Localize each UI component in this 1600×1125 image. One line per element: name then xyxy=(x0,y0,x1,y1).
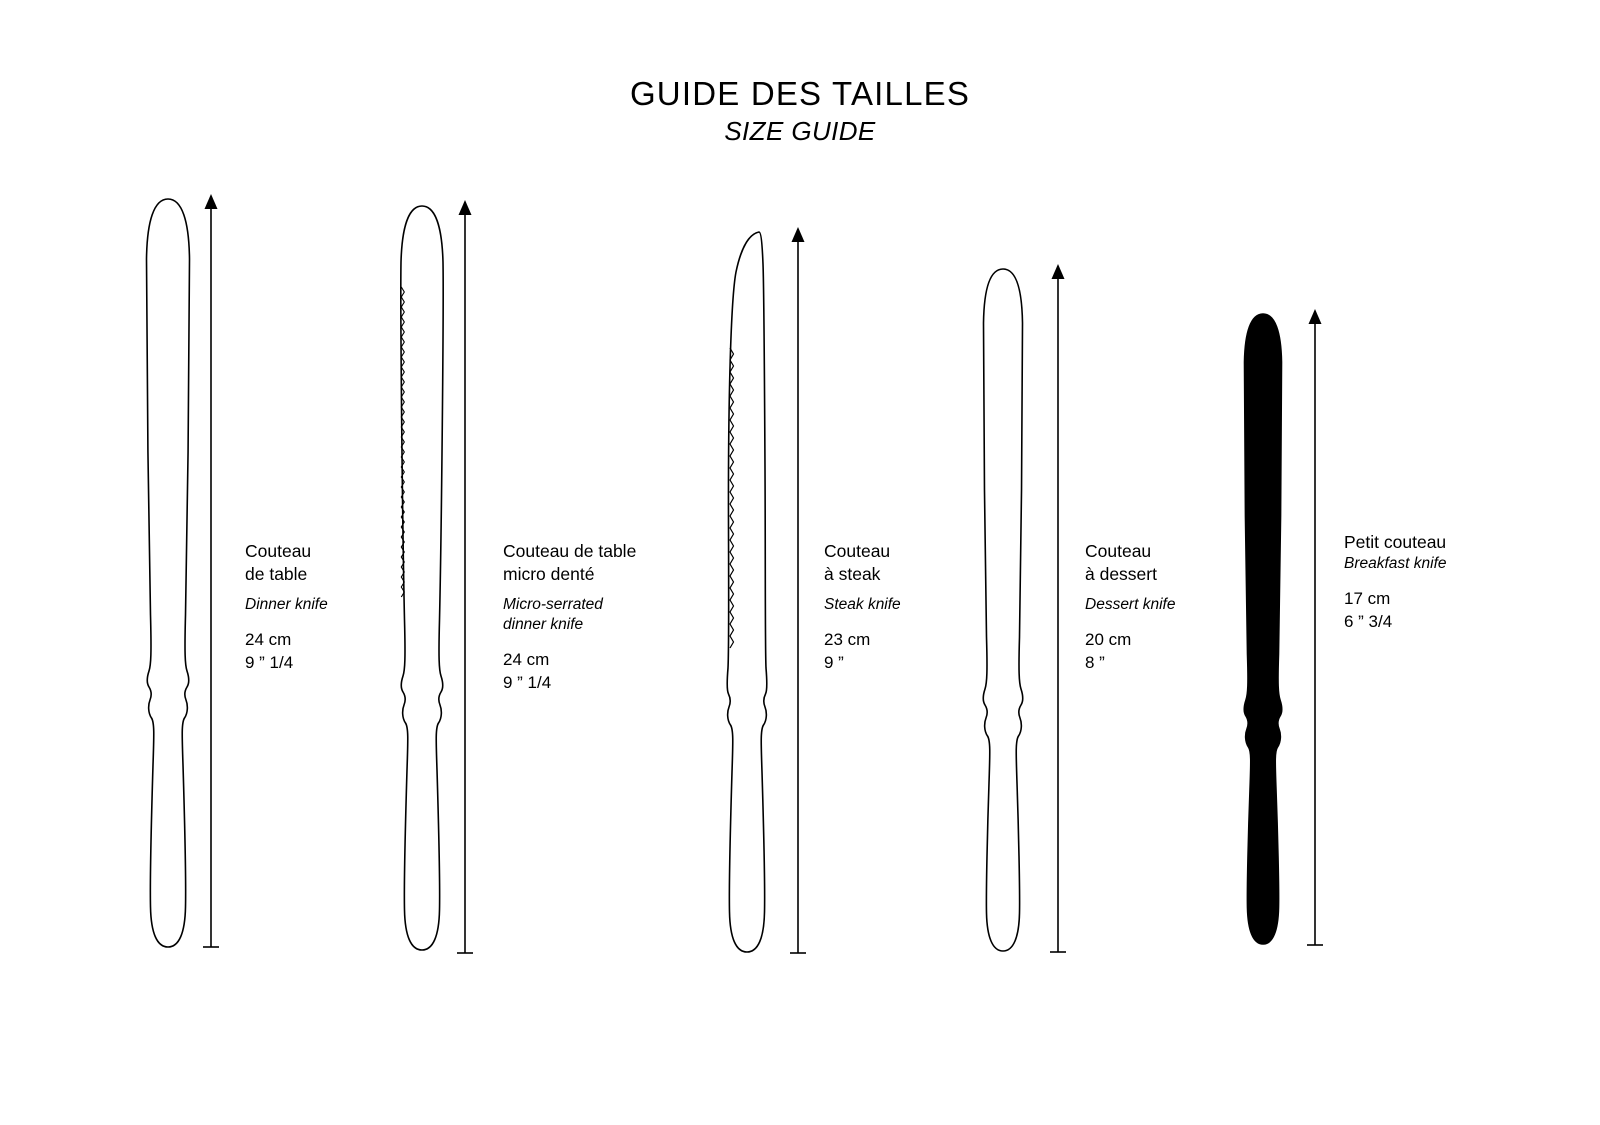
steak-knife-name-fr-1: Couteau xyxy=(824,541,891,561)
dessert-knife-illustration xyxy=(955,265,1051,955)
dessert-knife-caption xyxy=(1085,540,1175,674)
micro-serrated-knife-name-en-2: dinner knife xyxy=(503,616,584,633)
breakfast-knife-size-cm: 17 cm xyxy=(1344,589,1391,608)
steak-knife-size-cm: 23 cm xyxy=(824,630,871,649)
dinner-knife-size-inch: 9 ” 1/4 xyxy=(245,653,294,672)
breakfast-knife-size-inch: 6 ” 3/4 xyxy=(1344,612,1393,631)
micro-serrated-knife-caption xyxy=(503,540,636,694)
steak-knife-size-inch: 9 ” xyxy=(824,653,844,672)
page-title: GUIDE DES TAILLES xyxy=(629,75,971,112)
steak-knife-illustration xyxy=(697,228,797,956)
breakfast-knife-illustration xyxy=(1218,310,1308,948)
dessert-knife-name-fr-2: à dessert xyxy=(1085,564,1157,584)
dessert-knife-size-cm: 20 cm xyxy=(1085,630,1132,649)
micro-serrated-knife-name-fr-1: Couteau de table xyxy=(503,541,637,561)
dinner-knife-measure-arrow xyxy=(199,192,223,952)
micro-serrated-knife-size-cm: 24 cm xyxy=(503,650,550,669)
breakfast-knife-name-en: Breakfast knife xyxy=(1344,555,1447,572)
dessert-knife-name-en: Dessert knife xyxy=(1085,596,1176,613)
dinner-knife-caption xyxy=(245,540,328,674)
dinner-knife-name-fr-2: de table xyxy=(245,564,308,584)
steak-knife-name-fr-2: à steak xyxy=(824,564,881,584)
micro-serrated-knife-measure-arrow xyxy=(453,198,477,958)
breakfast-knife-measure-arrow xyxy=(1303,307,1327,950)
micro-serrated-knife-name-en-1: Micro-serrated xyxy=(503,596,603,613)
steak-knife-caption xyxy=(824,540,901,674)
micro-serrated-knife-name-fr-2: micro denté xyxy=(503,564,595,584)
dinner-knife-name-fr-1: Couteau xyxy=(245,541,312,561)
page-subtitle: SIZE GUIDE xyxy=(724,116,876,146)
steak-knife-measure-arrow xyxy=(786,225,810,958)
dessert-knife-measure-arrow xyxy=(1046,262,1070,957)
dinner-knife-size-cm: 24 cm xyxy=(245,630,292,649)
micro-serrated-knife-size-inch: 9 ” 1/4 xyxy=(503,673,552,692)
dessert-knife-size-inch: 8 ” xyxy=(1085,653,1105,672)
breakfast-knife-name-fr: Petit couteau xyxy=(1344,532,1447,552)
steak-knife-name-en: Steak knife xyxy=(824,596,901,613)
title-block xyxy=(0,74,1600,148)
dinner-knife-name-en: Dinner knife xyxy=(245,596,328,613)
dessert-knife-name-fr-1: Couteau xyxy=(1085,541,1152,561)
breakfast-knife-caption xyxy=(1344,531,1447,633)
